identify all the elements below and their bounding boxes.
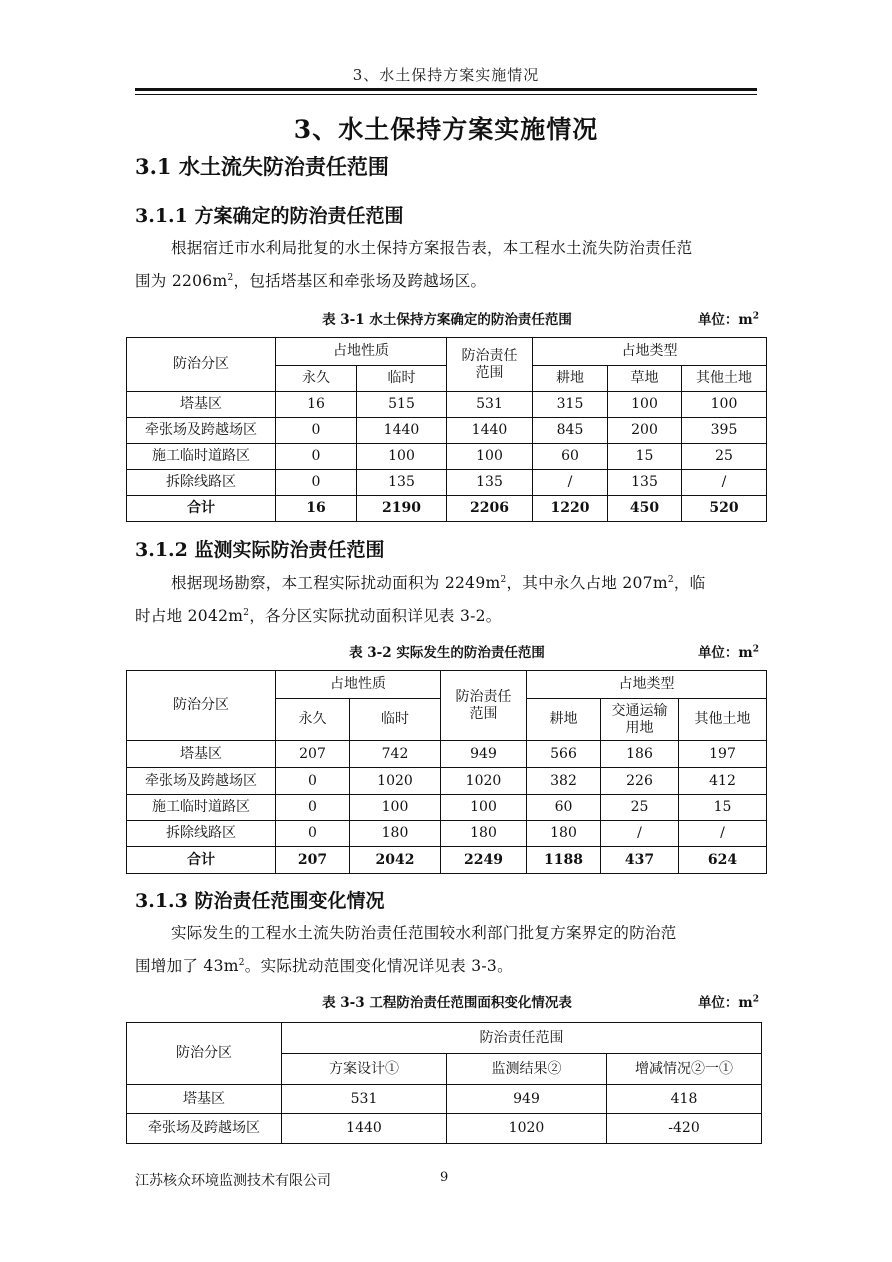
superscript: 2 [243,607,250,618]
cell: 60 [527,795,601,821]
cell: 845 [533,418,608,444]
text-run: 围增加了 43m [135,957,239,975]
cell: 1020 [350,768,441,795]
cell: 0 [276,418,357,444]
cell: 135 [447,470,533,496]
table-row [127,1085,762,1114]
cell: 0 [276,821,350,847]
header-other: 其他土地 [682,366,767,392]
cell: 2190 [357,496,447,522]
text-run: ，临 [673,574,706,592]
footer-company: 江苏核众环境监测技术有限公司 [135,1173,331,1189]
cell: -420 [607,1114,762,1144]
cell: 1188 [527,847,601,874]
header-change: 增减情况②一① [607,1054,762,1085]
header-scope: 防治责任范围 [447,338,533,392]
table-row [127,821,767,847]
cell: 180 [350,821,441,847]
table-3-1-caption [135,308,759,328]
cell: 1440 [357,418,447,444]
cell: 2042 [350,847,441,874]
cell: 牵张场及跨越场区 [127,768,276,795]
header-rule-thin [135,94,757,95]
section-3-1-1-heading: 3.1.1 方案确定的防治责任范围 [135,205,404,227]
cell: 207 [276,741,350,768]
text-run: 时占地 2042m [135,607,244,625]
table-row [127,741,767,768]
cell: 207 [276,847,350,874]
table-row [127,470,767,496]
cell: 180 [527,821,601,847]
header-zone: 防治分区 [127,671,276,741]
superscript: 2 [752,994,759,1005]
cell: 0 [276,444,357,470]
superscript: 2 [667,574,674,585]
section-3-1-3-paragraph [135,917,759,983]
paragraph-line [135,567,759,600]
paragraph-line [135,950,759,983]
text-run: 围为 2206m [135,272,228,290]
cell: 拆除线路区 [127,470,276,496]
header-plan: 方案设计① [282,1054,447,1085]
text-run: ，各分区实际扰动面积详见表 3-2。 [249,607,502,625]
header-transport: 交通运输用地 [601,699,679,741]
running-header: 3、水土保持方案实施情况 [352,66,540,84]
header-permanent: 永久 [276,366,357,392]
table-3-3-caption [135,991,759,1011]
table-row [127,418,767,444]
paragraph-line: 根据宿迁市水利局批复的水土保持方案报告表，本工程水土流失防治责任范 [171,239,693,257]
cell: 合计 [127,847,276,874]
cell: 1020 [447,1114,607,1144]
cell: 拆除线路区 [127,821,276,847]
cell: 180 [441,821,527,847]
cell: 0 [276,768,350,795]
text-run: 根据现场勘察，本工程实际扰动面积为 2249m [171,574,501,592]
cell: 100 [608,392,682,418]
cell: 100 [441,795,527,821]
cell: 塔基区 [127,741,276,768]
header-land-nature: 占地性质 [276,338,447,366]
header-land-nature: 占地性质 [276,671,441,699]
cell: 16 [276,496,357,522]
header-rule-thick [135,88,757,91]
cell: 25 [682,444,767,470]
unit-text: 单位：m [697,312,753,328]
cell: 牵张场及跨越场区 [127,418,276,444]
header-land-type: 占地类型 [533,338,767,366]
header-land-type: 占地类型 [527,671,767,699]
superscript: 2 [752,644,759,655]
cell: 16 [276,392,357,418]
unit-text: 单位：m [697,995,753,1011]
header-scope: 防治责任范围 [441,671,527,741]
text-run: 。实际扰动范围变化情况详见表 3-3。 [244,957,513,975]
table-3-3 [126,1022,762,1144]
cell: 531 [282,1085,447,1114]
cell: 226 [601,768,679,795]
cell: 949 [441,741,527,768]
cell: 395 [682,418,767,444]
paragraph-line: 实际发生的工程水土流失防治责任范围较水利部门批复方案界定的防治范 [171,924,677,942]
header-grassland: 草地 [608,366,682,392]
cell: 949 [447,1085,607,1114]
cell: 2249 [441,847,527,874]
cell: 1440 [282,1114,447,1144]
header-other: 其他土地 [679,699,767,741]
cell: 1020 [441,768,527,795]
table-3-2-title: 表 3-2 实际发生的防治责任范围 [349,645,545,661]
cell: / [533,470,608,496]
table-total-row [127,847,767,874]
table-row [127,444,767,470]
section-3-1-1-paragraph [135,232,759,298]
cell: 566 [527,741,601,768]
table-3-3-unit [698,991,759,1011]
superscript: 2 [238,957,245,968]
cell: / [679,821,767,847]
header-zone: 防治分区 [127,1023,282,1085]
table-total-row [127,496,767,522]
table-row [127,392,767,418]
cell: 1440 [447,418,533,444]
header-farmland: 耕地 [527,699,601,741]
paragraph-line [135,600,759,633]
superscript: 2 [752,311,759,322]
chapter-title: 3、水土保持方案实施情况 [293,115,599,144]
superscript: 2 [500,574,507,585]
cell: 412 [679,768,767,795]
cell: 315 [533,392,608,418]
cell: 450 [608,496,682,522]
cell: / [682,470,767,496]
cell: 186 [601,741,679,768]
cell: 520 [682,496,767,522]
cell: 1220 [533,496,608,522]
text-run: ，包括塔基区和牵张场及跨越场区。 [233,272,487,290]
section-3-1-3-heading: 3.1.3 防治责任范围变化情况 [135,890,385,912]
cell: 60 [533,444,608,470]
header-temporary: 临时 [357,366,447,392]
cell: 牵张场及跨越场区 [127,1114,282,1144]
header-farmland: 耕地 [533,366,608,392]
table-3-2-caption [135,641,759,661]
header-temporary: 临时 [350,699,441,741]
unit-text: 单位：m [697,645,753,661]
cell: 施工临时道路区 [127,795,276,821]
table-row [127,768,767,795]
cell: / [601,821,679,847]
paragraph-line [135,265,759,298]
table-3-2 [126,670,767,874]
cell: 382 [527,768,601,795]
table-3-1 [126,337,767,522]
cell: 100 [682,392,767,418]
cell: 515 [357,392,447,418]
cell: 100 [357,444,447,470]
header-permanent: 永久 [276,699,350,741]
cell: 624 [679,847,767,874]
table-row [127,795,767,821]
table-3-3-title: 表 3-3 工程防治责任范围面积变化情况表 [322,995,572,1011]
cell: 100 [447,444,533,470]
cell: 25 [601,795,679,821]
cell: 塔基区 [127,1085,282,1114]
cell: 0 [276,470,357,496]
cell: 合计 [127,496,276,522]
section-3-1-2-paragraph [135,567,759,633]
table-3-2-unit [698,641,759,661]
cell: 437 [601,847,679,874]
cell: 135 [608,470,682,496]
cell: 135 [357,470,447,496]
cell: 418 [607,1085,762,1114]
section-3-1-2-heading: 3.1.2 监测实际防治责任范围 [135,539,385,561]
table-3-1-title: 表 3-1 水土保持方案确定的防治责任范围 [322,312,572,328]
cell: 塔基区 [127,392,276,418]
section-3-1-heading: 3.1 水土流失防治责任范围 [135,154,389,179]
table-row [127,1114,762,1144]
cell: 742 [350,741,441,768]
cell: 100 [350,795,441,821]
cell: 15 [679,795,767,821]
page-number: 9 [440,1170,449,1185]
header-monitor: 监测结果② [447,1054,607,1085]
cell: 施工临时道路区 [127,444,276,470]
cell: 200 [608,418,682,444]
header-zone: 防治分区 [127,338,276,392]
cell: 531 [447,392,533,418]
cell: 0 [276,795,350,821]
header-scope: 防治责任范围 [282,1023,762,1054]
cell: 2206 [447,496,533,522]
table-3-1-unit [698,308,759,328]
cell: 15 [608,444,682,470]
text-run: ，其中永久占地 207m [506,574,668,592]
cell: 197 [679,741,767,768]
superscript: 2 [227,272,234,283]
